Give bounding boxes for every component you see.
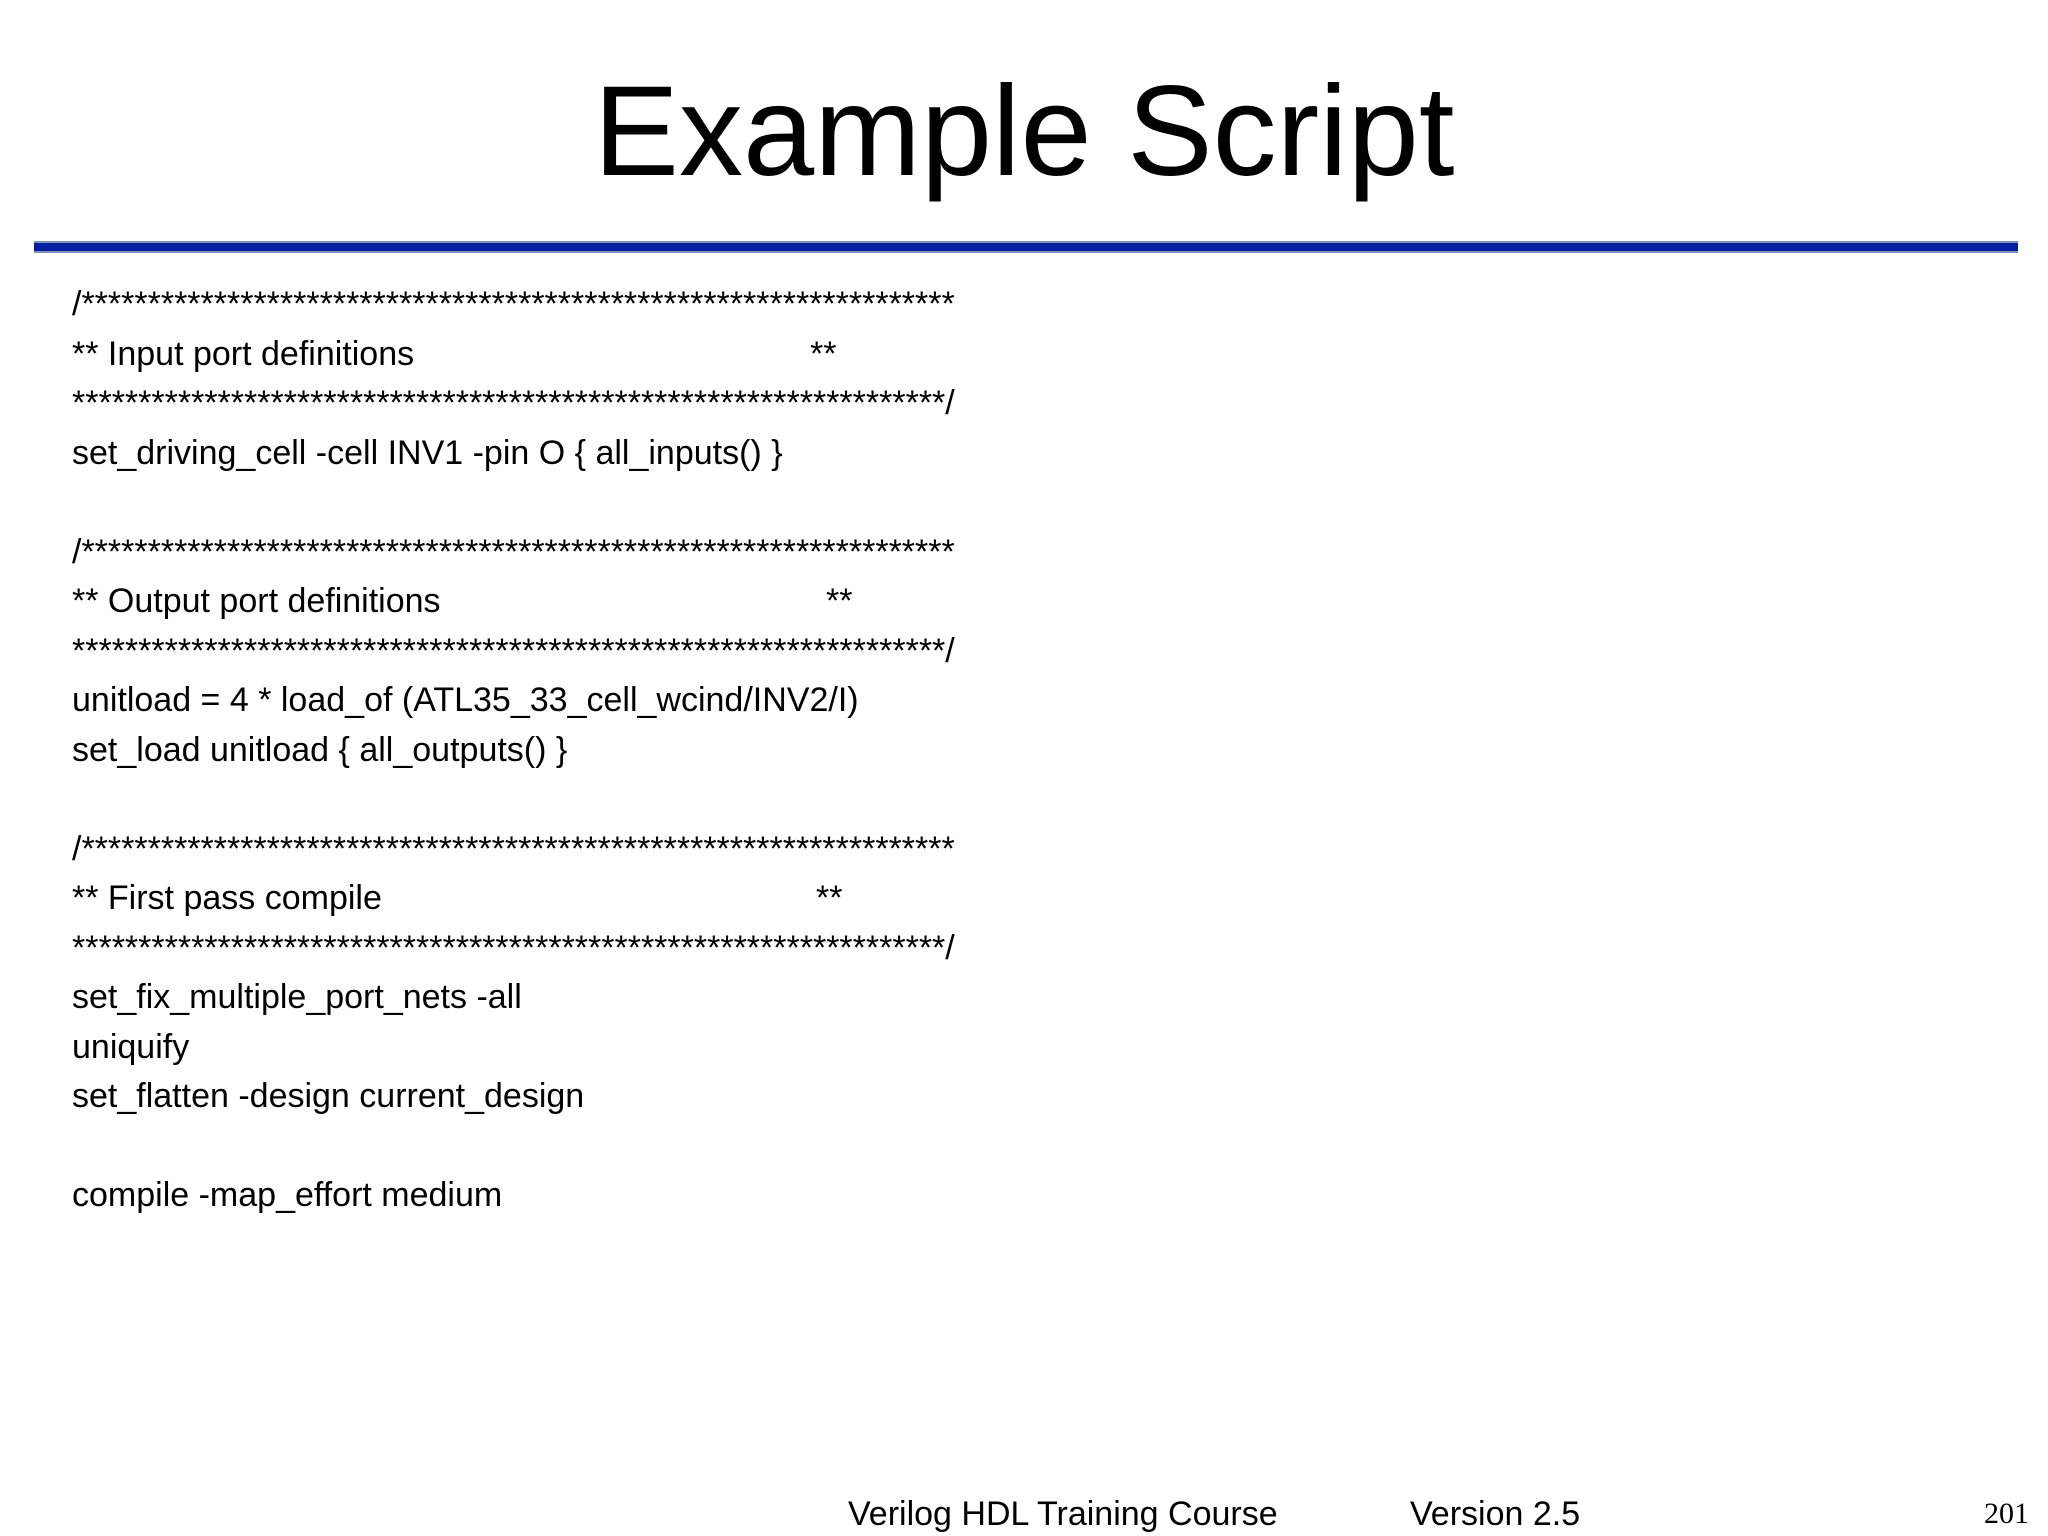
script-line-text: set_driving_cell -cell INV1 -pin O { all_inputs() } — [72, 433, 783, 472]
script-line-text: /****************************************************************** — [72, 829, 955, 868]
script-line — [72, 676, 1072, 726]
script-line-text: set_fix_multiple_port_nets -all — [72, 978, 522, 1016]
footer-version: Version 2.5 — [1410, 1495, 1581, 1533]
script-line-text: /****************************************************************** — [72, 285, 955, 323]
script-line — [72, 726, 1072, 776]
script-line — [72, 528, 1072, 578]
title-divider — [34, 241, 2018, 253]
footer-page-number: 201 — [1984, 1497, 2029, 1530]
slide-title: Example Script — [593, 60, 1455, 203]
script-line-text: set_load unitload { all_outputs() } — [72, 730, 568, 769]
script-line-text: unitload = 4 * load_of (ATL35_33_cell_wcind/INV2/I) — [72, 681, 859, 719]
script-line — [72, 1023, 1072, 1073]
script-line-text: ******************************************************************/ — [72, 384, 955, 422]
script-comment-trailer: ** — [826, 582, 853, 620]
script-line-text: ******************************************************************/ — [72, 928, 955, 967]
script-line-text: /****************************************************************** — [72, 532, 955, 571]
script-line — [72, 429, 1072, 479]
script-line — [72, 379, 1072, 429]
script-comment-trailer: ** — [816, 879, 843, 917]
script-line-text: ** Input port definitions — [72, 334, 415, 373]
script-line — [72, 1072, 1072, 1122]
script-line — [72, 478, 1072, 528]
script-code-block — [72, 280, 1072, 1221]
script-line — [72, 775, 1072, 825]
script-line — [72, 1171, 1072, 1221]
script-line — [72, 280, 1072, 330]
script-line-text: ** Output port definitions — [72, 582, 441, 620]
script-line — [72, 577, 1072, 627]
script-line — [72, 825, 1072, 875]
script-line-text: ** First pass compile — [72, 879, 382, 917]
script-line — [72, 973, 1072, 1023]
script-comment-trailer: ** — [810, 334, 837, 373]
script-line — [72, 330, 1072, 380]
script-line — [72, 627, 1072, 677]
script-line — [72, 874, 1072, 924]
script-line-text: set_flatten -design current_design — [72, 1077, 585, 1115]
script-line-text: ******************************************************************/ — [72, 631, 955, 670]
script-line-text: uniquify — [72, 1027, 190, 1066]
script-line-text: compile -map_effort medium — [72, 1176, 503, 1214]
footer-course-name: Verilog HDL Training Course — [848, 1495, 1278, 1533]
script-line — [72, 1122, 1072, 1172]
script-line — [72, 924, 1072, 974]
